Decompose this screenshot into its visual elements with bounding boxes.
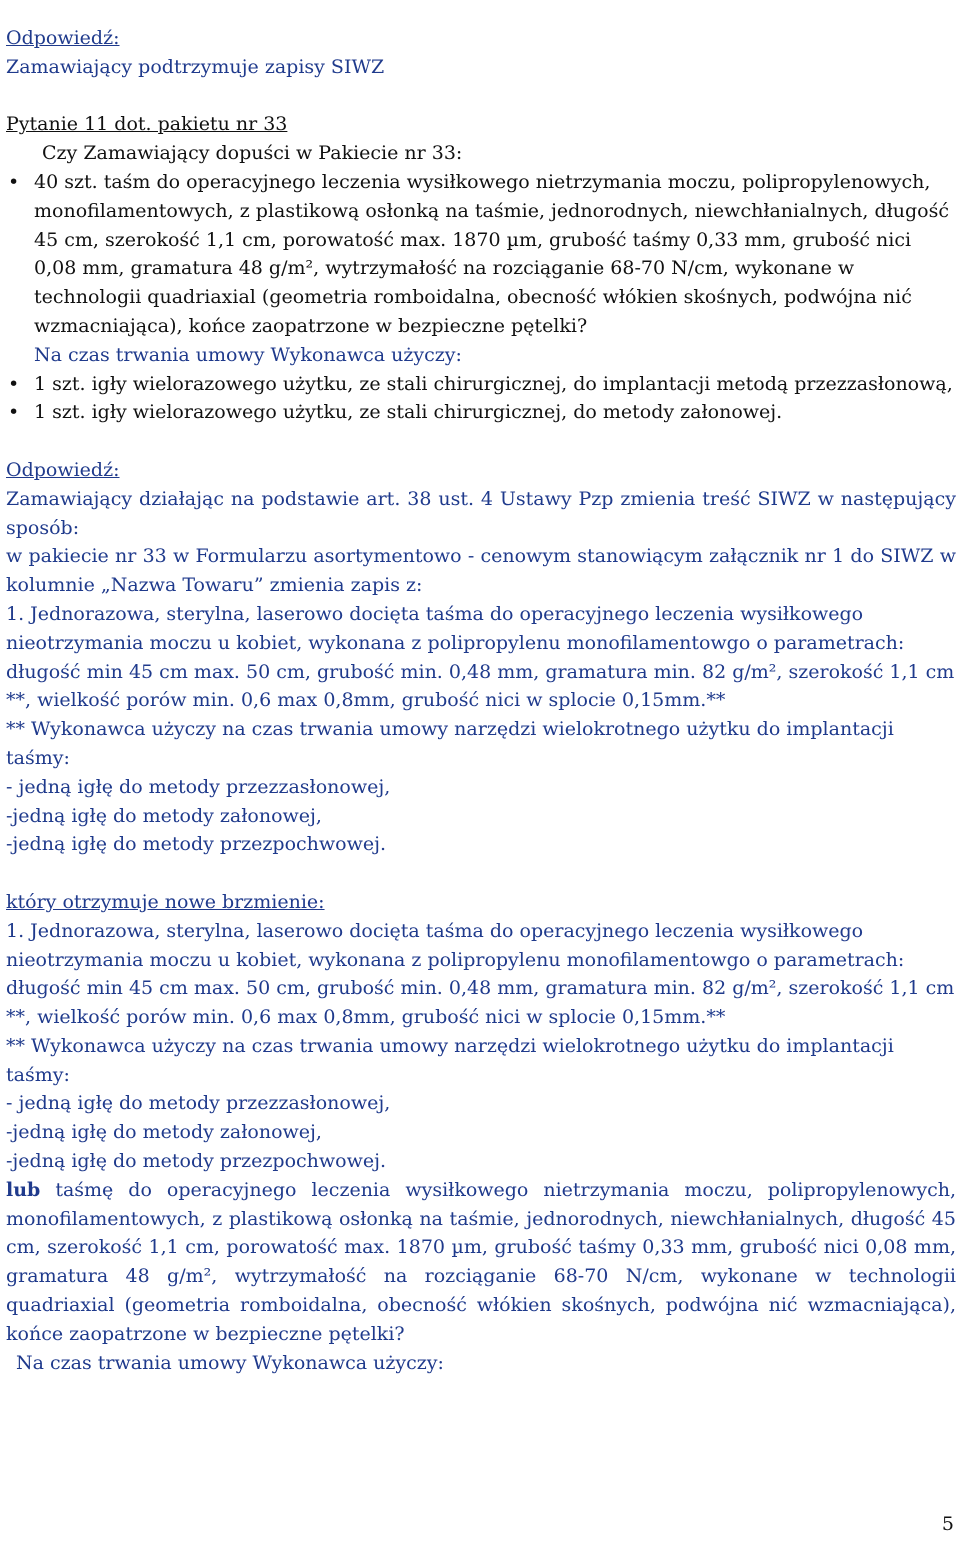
question-bullet-text: 40 szt. taśm do operacyjnego leczenia wysiłkowego nietrzymania moczu, polipropylenowych, monofilamentowych, z plastikową osłonką na taśmie, jednorodnych, niewchłanialnych, długość 45 cm, szerokość 1,1 cm, porowatość max. 1870 µm, grubość taśmy 0,33 mm, grubość nici 0,08 mm, gramatura 48 g/m², wytrzymałość na rozciąganie 68-70 N/cm, wykonane w technologii quadriaxial (geometria romboidalna, obecność włókien skośnych, podwójna nić wzmacniająca), końce zaopatrzone w bezpieczne pętelki?	[34, 170, 950, 337]
new-needle: -jedną igłę do metody przezpochwowej.	[6, 1150, 387, 1173]
question-heading: Pytanie 11 dot. pakietu nr 33	[6, 113, 288, 136]
spacer	[6, 427, 956, 456]
old-needle: - jedną igłę do metody przezzasłonowej,	[6, 775, 391, 798]
lub-sub-intro: Na czas trwania umowy Wykonawca użyczy:	[16, 1351, 444, 1374]
needle-item	[6, 370, 956, 399]
bullet-dot-icon: •	[8, 170, 20, 193]
spacer	[6, 82, 956, 111]
old-item: 1. Jednorazowa, sterylna, laserowo docięta taśma do operacyjnego leczenia wysiłkowego nieotrzymania moczu u kobiet, wykonana z polipropylenu monofilamentowgo o parametrach: długość min 45 cm max. 50 cm, grubość min. 0,48 mm, gramatura min. 82 g/m², szerokość 1,1 cm **, wielkość porów min. 0,6 max 0,8mm, grubość nici w splocie 0,15mm.**	[6, 602, 955, 712]
new-needle: - jedną igłę do metody przezzasłonowej,	[6, 1092, 391, 1115]
new-needle: -jedną igłę do metody załonowej,	[6, 1121, 322, 1144]
question-list	[6, 168, 956, 341]
lub-text: taśmę do operacyjnego leczenia wysiłkowego nietrzymania moczu, polipropylenowych, monofilamentowych, z plastikową osłonką na taśmie, jednorodnych, niewchłanialnych, długość 45 cm, szerokość 1,1 cm, porowatość max. 1870 µm, grubość taśmy 0,33 mm, grubość nici 0,08 mm, gramatura 48 g/m², wytrzymałość na rozciąganie 68-70 N/cm, wykonane w technologii quadriaxial (geometria romboidalna, obecność włókien skośnych, podwójna nić wzmacniająca), końce zaopatrzone w bezpieczne pętelki?	[6, 1178, 956, 1345]
lub-word: lub	[6, 1178, 41, 1201]
bullet-dot-icon: •	[8, 401, 20, 424]
question-intro: Czy Zamawiający dopuści w Pakiecie nr 33:	[42, 142, 463, 165]
page-number: 5	[941, 1513, 954, 1535]
new-item: 1. Jednorazowa, sterylna, laserowo docięta taśma do operacyjnego leczenia wysiłkowego nieotrzymania moczu u kobiet, wykonana z polipropylenu monofilamentowgo o parametrach: długość min 45 cm max. 50 cm, grubość min. 0,48 mm, gramatura min. 82 g/m², szerokość 1,1 cm **, wielkość porów min. 0,6 max 0,8mm, grubość nici w splocie 0,15mm.**	[6, 919, 955, 1029]
needle-list	[6, 370, 956, 428]
old-note: ** Wykonawca użyczy na czas trwania umowy narzędzi wielokrotnego użytku do implantacji taśmy:	[6, 718, 894, 769]
answer-change: w pakiecie nr 33 w Formularzu asortymentowo - cenowym stanowiącym załącznik nr 1 do SIWZ w kolumnie „Nazwa Towaru” zmienia zapis z:	[6, 545, 956, 597]
old-needle: -jedną igłę do metody przezpochwowej.	[6, 833, 387, 856]
document-page	[6, 24, 956, 1377]
spacer	[6, 859, 956, 888]
needle-item-text: 1 szt. igły wielorazowego użytku, ze stali chirurgicznej, do implantacji metodą przezzasłonową,	[34, 372, 953, 395]
new-heading: który otrzymuje nowe brzmienie:	[6, 890, 325, 913]
lub-paragraph	[6, 1176, 956, 1349]
question-bullet	[6, 168, 956, 341]
needle-item	[6, 398, 956, 427]
bullet-dot-icon: •	[8, 372, 20, 395]
answer-text: Zamawiający podtrzymuje zapisy SIWZ	[6, 55, 385, 78]
answer-heading: Odpowiedź:	[6, 458, 120, 481]
answer-heading: Odpowiedź:	[6, 27, 120, 49]
question-sub-intro: Na czas trwania umowy Wykonawca użyczy:	[34, 343, 462, 366]
answer-intro: Zamawiający działając na podstawie art. 38 ust. 4 Ustawy Pzp zmienia treść SIWZ w następujący sposób:	[6, 487, 956, 539]
old-needle: -jedną igłę do metody załonowej,	[6, 804, 322, 827]
new-note: ** Wykonawca użyczy na czas trwania umowy narzędzi wielokrotnego użytku do implantacji taśmy:	[6, 1034, 894, 1086]
needle-item-text: 1 szt. igły wielorazowego użytku, ze stali chirurgicznej, do metody załonowej.	[34, 401, 783, 424]
